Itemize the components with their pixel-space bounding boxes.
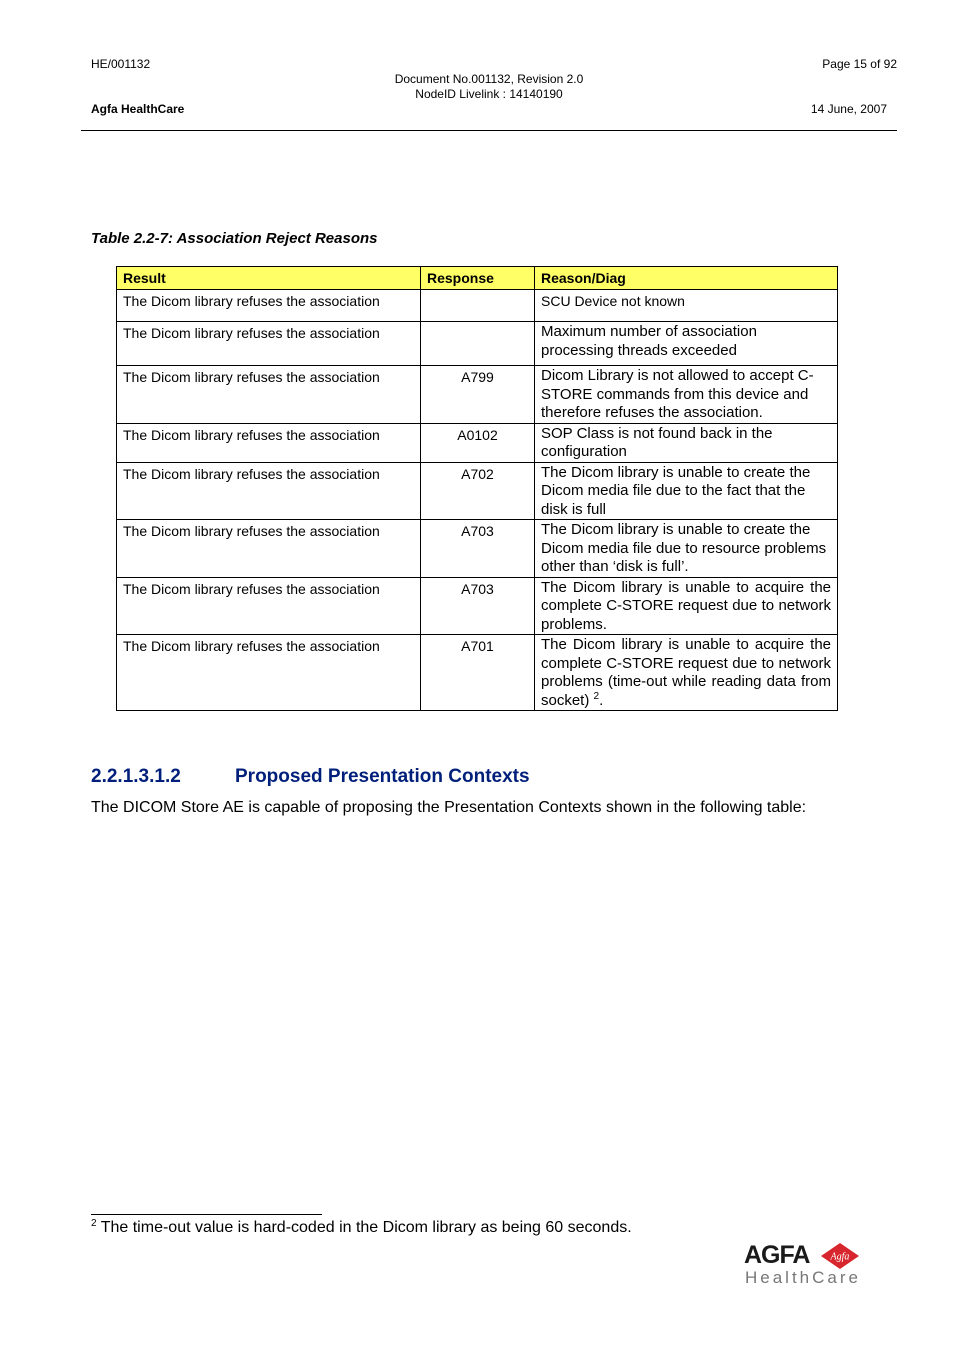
cell-response: A703: [421, 520, 535, 578]
footnote-reference[interactable]: 2: [593, 690, 600, 702]
cell-reason-trailing: .: [599, 691, 604, 709]
company-name: Agfa HealthCare: [91, 102, 185, 116]
footnote-text: The time-out value is hard-coded in the Dicom library as being 60 seconds.: [100, 1219, 632, 1236]
cell-reason: Dicom Library is not allowed to accept C-STORE commands from this device and therefore refuses the association.: [535, 366, 838, 424]
agfa-healthcare-logo: [744, 1241, 862, 1289]
cell-reason: [535, 635, 838, 711]
table-row: [117, 423, 838, 462]
cell-reason: Maximum number of association processing threads exceeded: [535, 322, 838, 366]
cell-response: A0102: [421, 423, 535, 462]
cell-reason: The Dicom library is unable to create the Dicom media file due to resource problems other than ‘disk is full’.: [535, 520, 838, 578]
cell-response: A701: [421, 635, 535, 711]
column-header-response: Response: [421, 267, 535, 290]
logo-diamond-text: Agfa: [830, 1251, 850, 1263]
header-date: 14 June, 2007: [810, 102, 887, 116]
cell-result: The Dicom library refuses the association: [117, 290, 421, 322]
association-reject-table: [116, 266, 838, 711]
column-header-result: Result: [117, 267, 421, 290]
column-header-reason: Reason/Diag: [535, 267, 838, 290]
footnote: [91, 1219, 632, 1237]
cell-reason: The Dicom library is unable to acquire the complete C-STORE request due to network problems.: [535, 577, 838, 635]
cell-response: [421, 290, 535, 322]
logo-subtitle: HealthCare: [745, 1268, 861, 1287]
node-id: NodeID Livelink : 14140190: [415, 87, 563, 101]
cell-reason: SOP Class is not found back in the configuration: [535, 423, 838, 462]
cell-result: The Dicom library refuses the association: [117, 366, 421, 424]
table-row: [117, 462, 838, 520]
table-caption: Table 2.2-7: Association Reject Reasons: [91, 230, 378, 247]
cell-response: A799: [421, 366, 535, 424]
cell-reason-text: The Dicom library is unable to acquire the complete C-STORE request due to network problems (time-out while reading data from socket): [541, 636, 831, 709]
table-row: [117, 366, 838, 424]
cell-result: The Dicom library refuses the association: [117, 635, 421, 711]
header-divider: [81, 130, 897, 131]
cell-result: The Dicom library refuses the association: [117, 322, 421, 366]
agfa-diamond-icon: [820, 1242, 860, 1270]
cell-result: The Dicom library refuses the association: [117, 423, 421, 462]
footnote-divider: [91, 1214, 322, 1215]
cell-reason: SCU Device not known: [535, 290, 838, 322]
table-row: [117, 635, 838, 711]
page-number: Page 15 of 92: [822, 57, 897, 71]
cell-result: The Dicom library refuses the association: [117, 577, 421, 635]
table-row: [117, 520, 838, 578]
cell-response: [421, 322, 535, 366]
cell-result: The Dicom library refuses the association: [117, 520, 421, 578]
table-row: [117, 577, 838, 635]
cell-response: A703: [421, 577, 535, 635]
table-row: [117, 322, 838, 366]
section-body: The DICOM Store AE is capable of proposing the Presentation Contexts shown in the following table:: [91, 799, 807, 816]
cell-reason: The Dicom library is unable to create the Dicom media file due to the fact that the disk is full: [535, 462, 838, 520]
cell-result: The Dicom library refuses the association: [117, 462, 421, 520]
table-header-row: [117, 267, 838, 290]
section-number: 2.2.1.3.1.2: [91, 766, 181, 787]
logo-wordmark: AGFA: [744, 1241, 810, 1269]
section-title: Proposed Presentation Contexts: [235, 766, 530, 787]
document-number: Document No.001132, Revision 2.0: [394, 72, 584, 86]
doc-code: HE/001132: [91, 57, 151, 71]
footnote-marker: 2: [91, 1218, 97, 1229]
cell-response: A702: [421, 462, 535, 520]
table-row: [117, 290, 838, 322]
